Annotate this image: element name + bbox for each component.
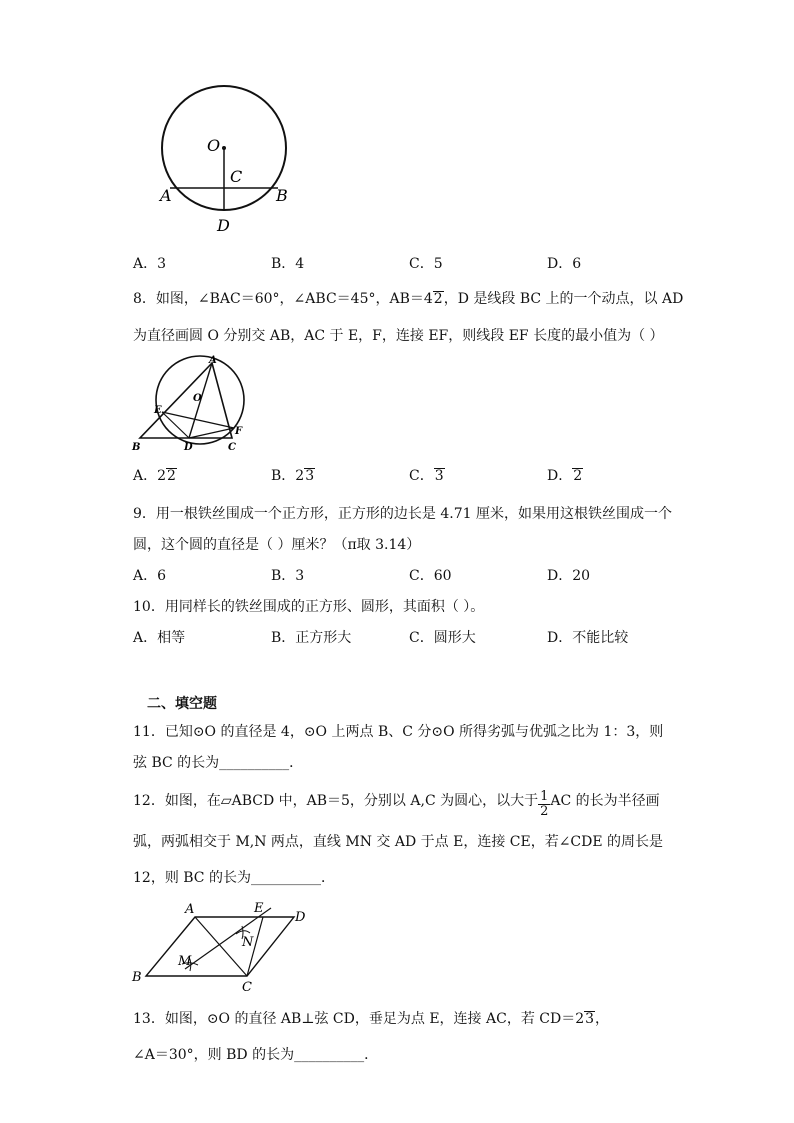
q9-option-d: D．20 [547,568,591,584]
q8-label-f: F [235,426,243,437]
q8-line1-pre: 8．如图，∠BAC＝60°，∠ABC＝45°，AB＝4 [133,291,433,307]
q11-line1: 11．已知⊙O 的直径是 4，⊙O 上两点 B、C 分⊙O 所得劣弧与优弧之比为 1：3，则 [133,724,664,740]
q13-line1-sqrt: 3 [585,1011,595,1027]
q7-option-c: C．5 [409,256,443,272]
q12-fraction-denominator: 2 [540,804,549,819]
q12-label-e: E [254,901,264,916]
q10-option-c: C．圆形大 [409,630,476,646]
q8-label-a: A [209,355,217,366]
q8-label-d: D [184,442,193,453]
q7-figure [150,85,300,245]
q8-option-a-pre: A．2 [133,468,167,484]
q8-option-d [547,467,583,485]
q8-line2: 为直径画圆 O 分别交 AB，AC 于 E，F，连接 EF，则线段 EF 长度的最小值为（ ） [133,328,664,344]
q7-label-c: C [230,167,243,186]
q8-segment-df [189,428,234,438]
q8-label-e: E [154,405,162,416]
q12-label-m: M [178,954,192,969]
q8-triangle-abc [140,363,232,438]
q7-option-d: D．6 [547,256,582,272]
q8-line1-post: ，D 是线段 BC 上的一个动点，以 AD [443,291,684,307]
q9-line1: 9．用一根铁丝围成一个正方形，正方形的边长是 4.71 厘米，如果用这根铁丝围成一个 [133,506,672,522]
q8-option-a-sqrt: 2 [167,468,176,484]
q9-option-b: B．3 [271,568,305,584]
q8-option-b-pre: B．2 [271,468,305,484]
q8-option-a [133,467,177,485]
q12-line3: 12，则 BC 的长为__________． [133,870,335,886]
q7-center-dot [222,146,226,150]
q13-line1 [133,1010,609,1028]
q8-line1 [133,290,683,308]
q7-label-d: D [217,216,230,235]
q12-parallelogram [146,917,294,976]
q12-label-a: A [185,902,195,917]
q7-option-a: A．3 [133,256,167,272]
section-title: 二、填空题 [147,696,217,712]
q12-line2: 弧，两弧相交于 M,N 两点，直线 MN 交 AD 于点 E，连接 CE，若∠CDE 的周长是 [133,834,664,850]
q7-label-a: A [160,186,172,205]
q11-line2: 弦 BC 的长为__________． [133,755,304,771]
q8-label-o: O [193,393,202,404]
q13-line1-pre: 13．如图，⊙O 的直径 AB⊥弦 CD，垂足为点 E，连接 AC，若 CD＝2 [133,1011,585,1027]
q8-segment-ed [162,412,189,438]
q8-label-c: C [228,442,236,453]
q12-line1-post: AC 的长为半径画 [550,793,660,809]
q12-line1 [133,790,660,819]
q9-option-c: C．60 [409,568,452,584]
q8-option-b-sqrt: 3 [305,468,315,484]
q12-label-n: N [242,935,254,950]
q9-option-a: A．6 [133,568,167,584]
q13-line2: ∠A＝30°，则 BD 的长为__________． [133,1047,379,1063]
q8-option-c-pre: C． [409,468,434,484]
q13-line1-post: ， [595,1011,610,1027]
q8-figure [128,355,258,455]
q10-option-a: A．相等 [133,630,186,646]
q12-label-b: B [132,970,142,985]
q8-option-c [409,467,445,485]
q10-option-d: D．不能比较 [547,630,629,646]
q12-line1-pre: 12．如图，在▱ABCD 中，AB＝5，分别以 A,C 为圆心，以大于 [133,793,539,809]
q10-line1: 10．用同样长的铁丝围成的正方形、圆形，其面积（ ）。 [133,599,485,615]
q12-label-d: D [295,910,306,925]
q7-option-b: B．4 [271,256,305,272]
q10-option-b: B．正方形大 [271,630,352,646]
q8-line1-sqrt: 2 [433,291,443,307]
q7-label-b: B [276,186,288,205]
q8-option-b [271,467,315,485]
q8-segment-ef [162,412,234,428]
q9-line2: 圆，这个圆的直径是（ ）厘米？（π取 3.14） [133,537,421,553]
q7-label-o: O [207,136,221,155]
q12-fraction [538,790,550,819]
q8-option-d-pre: D． [547,468,573,484]
q8-label-b: B [132,442,141,453]
q12-figure [128,898,318,994]
q12-diagonal-ac [195,917,247,976]
q12-fraction-numerator: 1 [540,789,549,804]
q8-option-d-sqrt: 2 [573,468,583,484]
q8-option-c-sqrt: 3 [434,468,444,484]
q12-label-c: C [242,980,252,994]
